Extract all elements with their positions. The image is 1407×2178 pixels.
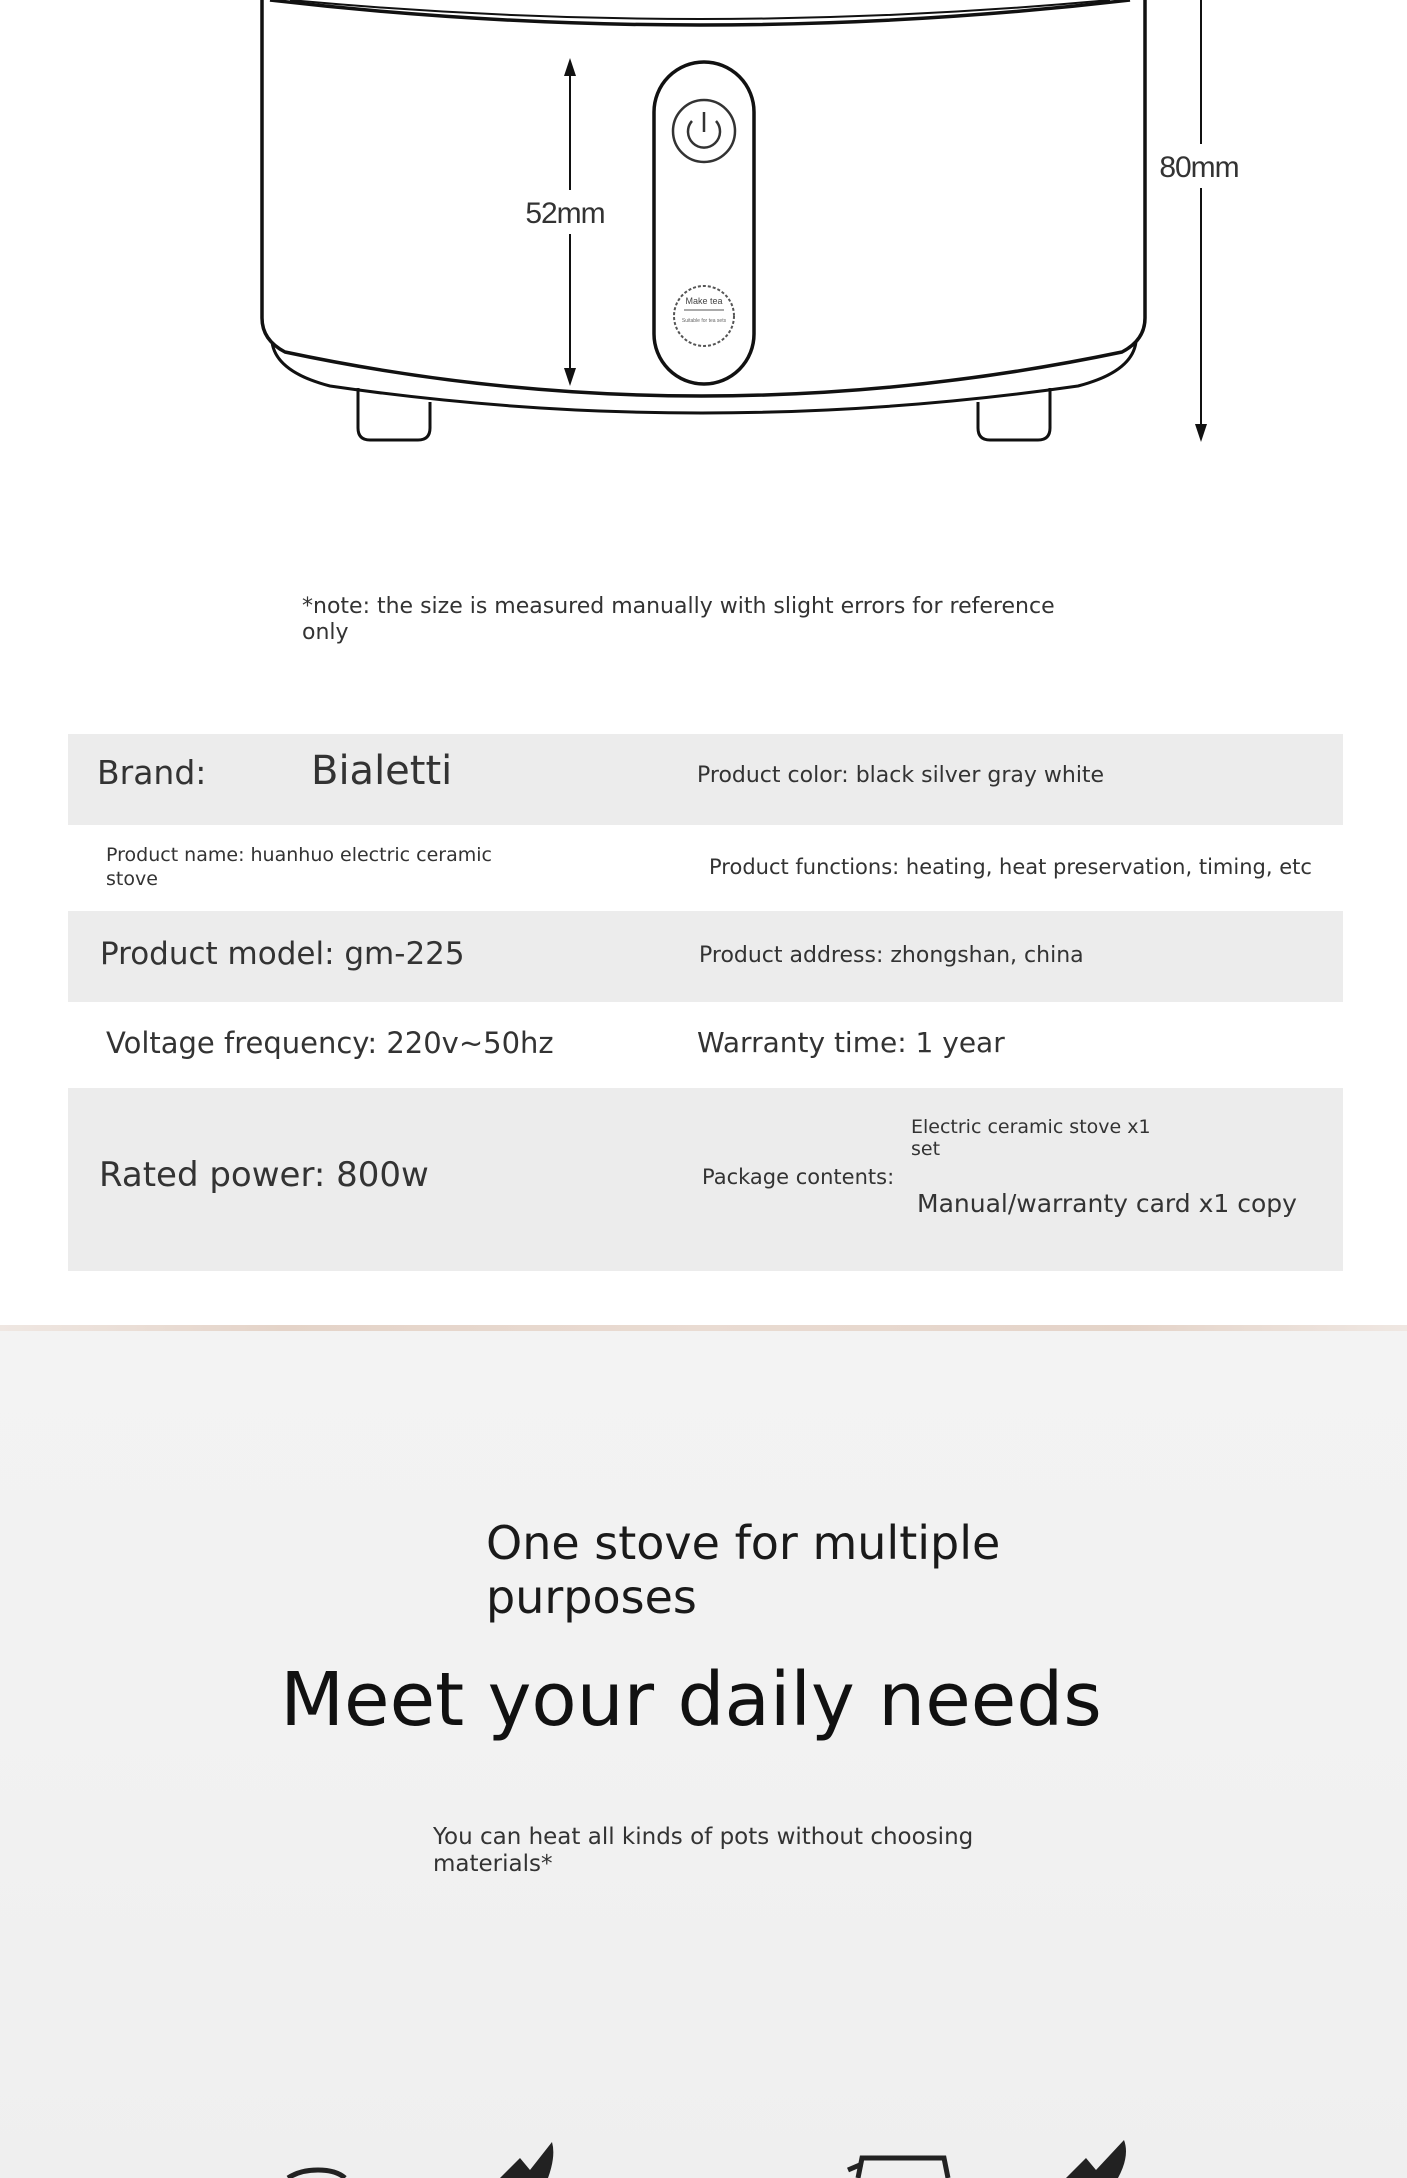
make-tea-label: Make tea [685, 296, 723, 306]
voltage-frequency: Voltage frequency: 220v~50hz [106, 1026, 554, 1060]
section-divider [0, 1325, 1407, 1331]
product-model: Product model: gm-225 [100, 936, 465, 972]
measurement-note: *note: the size is measured manually with slight errors for reference only [302, 594, 1055, 645]
product-address: Product address: zhongshan, china [699, 943, 1084, 968]
spec-row-model [68, 911, 1343, 1002]
feature-subheading: One stove for multiple purposes [486, 1516, 1001, 1624]
brand-label: Brand: [97, 753, 207, 792]
spec-row-name [68, 825, 1343, 911]
product-color: Product color: black silver gray white [697, 763, 1105, 788]
control-panel [654, 62, 754, 384]
stove-top-rim-inner [290, 0, 1110, 19]
dimension-arrow-80mm [1150, 0, 1254, 442]
package-item-2: Manual/warranty card x1 copy [917, 1189, 1297, 1218]
product-functions: Product functions: heating, heat preservation, timing, etc [709, 855, 1312, 879]
check-mark-icon-2 [1066, 2140, 1126, 2178]
dimension-label-80mm: 80mm [1159, 151, 1239, 184]
round-pot-icon [288, 2170, 345, 2178]
package-item-1: Electric ceramic stove x1 set [911, 1116, 1151, 1160]
warranty-time: Warranty time: 1 year [697, 1026, 1005, 1059]
make-tea-sublabel: Suitable for tea sets [681, 318, 727, 324]
spec-row-voltage [68, 1002, 1343, 1088]
check-mark-icon [500, 2142, 553, 2178]
brand-value: Bialetti [311, 748, 453, 794]
spec-row-power [68, 1088, 1343, 1271]
rated-power: Rated power: 800w [99, 1155, 429, 1195]
stove-dimension-drawing [0, 0, 1407, 540]
feature-heading: Meet your daily needs [280, 1657, 1102, 1743]
product-name: Product name: huanhuo electric ceramic stove [106, 844, 492, 890]
feature-section-background [0, 1325, 1407, 2178]
dimension-label-52mm: 52mm [525, 197, 605, 230]
package-contents-label: Package contents: [702, 1165, 895, 1189]
stove-top-rim [270, 0, 1130, 25]
kettle-icon [848, 2158, 948, 2178]
feature-description: You can heat all kinds of pots without choosing materials* [433, 1824, 974, 1877]
pot-icons-row [0, 2100, 1407, 2178]
spec-row-brand [68, 734, 1343, 825]
